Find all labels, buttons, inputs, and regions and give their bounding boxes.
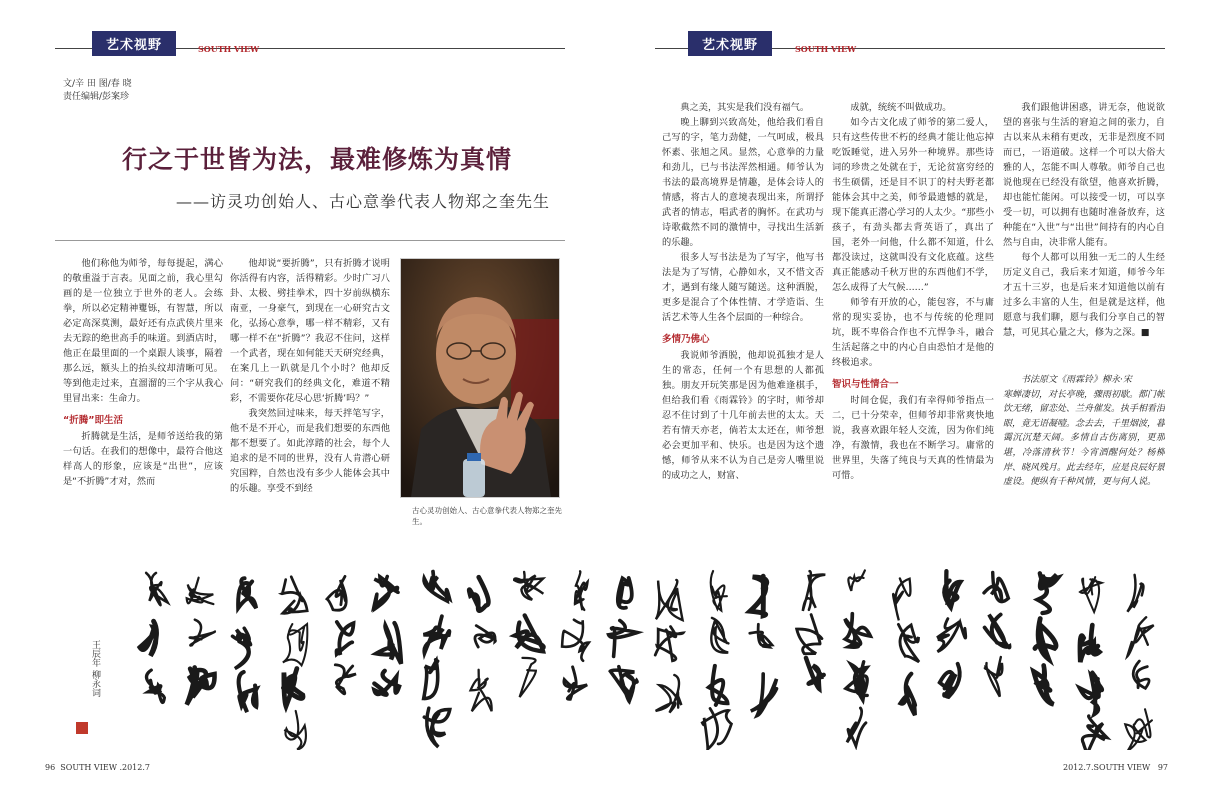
calligraphy-stroke [424, 708, 450, 747]
body-column-1 [63, 256, 223, 531]
paragraph: 如今古文化成了师爷的第二爱人，只有这些传世不朽的经典才能让他忘掉吃饭睡觉，进入另外一种境界。那些诗词的珍贵之处就在于，无论贫富穷经的书生硕儒，还是目不识丁的村夫野老都能体会其中之美，师爷最遗憾的就是，现下能真正潜心学习的人太少。“那些小孩子，有劲头都去背英语了，真出了国，老外一问他，什么都不知道，什么都没读过，这就叫没有文化底蕴。这些真正能感动千秋万世的东西他们不学，怎么成得了大气候……” [832, 117, 994, 293]
calligraphy-stroke [283, 669, 303, 707]
paragraph: 我们跟他讲困惑，讲无奈，他说欲望的喜张与生活的窘迫之间的张力，自古以来从未稍有更改，无非是烈度不同而已，一语道破。这样一个可以大俗大雅的人，怎能不叫人尊敬。师爷自己也说他现在已经没有欲望，他喜欢折腾，却也能忙能闲。可以接受一切，可以享受一切，可以拥有也随时准备放弃，这种能在“入世”与“出世”间持有的内心自然与自由，决非常人能有。 [1003, 102, 1165, 248]
calligraphy-stroke [845, 614, 870, 647]
calligraphy-stroke [609, 620, 638, 656]
paragraph: 典之美，其实是我们没有福气。 [680, 102, 810, 113]
photo-caption: 古心灵功创始人、古心意拳代表人物郑之奎先生。 [412, 506, 562, 526]
calligraphy-stroke [471, 670, 492, 712]
calligraphy-stroke [1082, 716, 1106, 750]
portrait-image [401, 259, 559, 497]
subheading: 多情乃佛心 [662, 334, 710, 345]
calligraphy-stroke [1080, 673, 1102, 715]
calligraphy-stroke [238, 578, 256, 608]
calligraphy-stroke [282, 577, 307, 614]
calligraphy-stroke [1125, 709, 1152, 750]
page-number-right: 97 [1157, 763, 1168, 772]
paragraph: 折腾就是生活，是师爷送给我的第一句话。在我们的想像中，最符合他这样高人的形象，应该是“出世”，应该是“不折腾”才对，然而 [63, 431, 223, 487]
calligraphy-stroke [944, 571, 960, 607]
calligraphy-stroke [702, 708, 731, 749]
paragraph: 时间仓促，我们有幸得师爷指点一二，已十分荣幸，但师爷却非常爽快地说，我喜欢跟年轻人交流，因为你们纯净，有激情，我也在不断学习。庸常的世界里，失落了纯良与天真的性情最为可惜。 [832, 395, 994, 481]
calligraphy-stroke [327, 576, 346, 610]
calligraphy-artwork [60, 560, 1165, 750]
calligraphy-stroke [475, 626, 495, 647]
calligraphy-stroke [520, 658, 536, 697]
calligraphy-stroke [337, 622, 354, 655]
calligraphy-stroke [146, 573, 168, 605]
calligraphy-stroke [751, 674, 777, 716]
subheading: 智识与性情合一 [832, 379, 899, 390]
section-sub-left: SOUTH VIEW [198, 44, 260, 54]
calligraphy-stroke [335, 665, 356, 694]
paragraph: 每个人都可以用独一无二的人生经历定义自己，我后来才知道，师爷今年才五十三岁，也是后来才知道他以前有过多么丰富的人生，但是就是这样，他愿意与我们聊，愿与我们分享自己的智慧，可见其心量之大，修为之深。■ [1003, 252, 1165, 338]
calligraphy-stroke [564, 667, 587, 699]
article-subtitle: ——访灵功创始人、古心意拳代表人物郑之奎先生 [175, 192, 550, 211]
poem-heading: 书法原文《雨霖铃》柳永·宋 [1021, 375, 1132, 385]
calligraphy-stroke [618, 578, 632, 608]
calligraphy-stroke [848, 570, 865, 590]
body-column-3 [662, 100, 824, 535]
calligraphy-stroke [285, 711, 306, 750]
calligraphy-stroke [898, 624, 919, 662]
calligraphy-stroke [190, 620, 215, 646]
calligraphy-stroke [514, 572, 543, 600]
body-column-5 [1003, 100, 1165, 370]
body-column-4 [832, 100, 994, 535]
calligraphy-stroke [655, 627, 683, 661]
paragraph: 晚上聊到兴致高处，他给我们看自己写的字，笔力劲健，一气呵成，极具怀素、张旭之风。显然，心意拳的力量和劲儿，已与书法浑然相通。师爷认为书法的最高境界是情趣，是体会诗人的情感，将古人的意境表现出来，所谓抒武者的情志，唱武者的胸怀。在武功与诗歌截然不同的激情中，寻找出生活新的乐趣。 [662, 117, 824, 248]
calligraphy-stroke [846, 662, 867, 701]
page-number-left: 96 [45, 763, 56, 772]
calligraphy-stroke [984, 657, 1002, 697]
calligraphy-stroke [847, 708, 866, 746]
calligraphy-stroke [575, 571, 588, 610]
paragraph: 他们称他为师爷，每每提起，满心的敬重溢于言表。见面之前，我心里勾画的是一位独立于世外的老人。会练拳，所以必定精神矍铄，有智慧，所以必定高深莫测，最好还有点武侠片里来去无踪的绝世高手的味道。到酒店时，他正在最里面的一个桌跟人谈事，隔着那么远，额头上的抬头纹却清晰可见。等到他走过来，直溜溜的三个字从我心里冒出来：生命力。 [63, 258, 223, 404]
seal-stamp [76, 722, 88, 734]
calligraphy-stroke [140, 621, 157, 656]
calligraphy-stroke [424, 660, 438, 699]
calligraphy-stroke [1038, 573, 1058, 613]
calligraphy-stroke [610, 667, 637, 702]
paragraph: 我突然回过味来，每天拌笔写字，他不是不开心，而是我们想要的东西他都不想要了。如此淳踏的社会，每个人追求的是不同的世界，没有人肯潜心研究国粹，自然也没有多少人能体会其中的乐趣。享受不到经 [230, 408, 390, 494]
title-divider [55, 240, 565, 241]
calligraphy-stroke [711, 618, 728, 653]
calligraphy-stroke [515, 615, 544, 651]
calligraphy-stroke [806, 658, 824, 689]
portrait-photo [400, 258, 560, 498]
credits-editor: 责任编辑/彭案珍 [63, 92, 130, 102]
calligraphy-stroke [803, 571, 825, 611]
calligraphy-stroke [750, 624, 772, 647]
calligraphy-stroke [1127, 617, 1153, 656]
section-tag-right: 艺术视野 [688, 31, 772, 56]
credits [63, 78, 132, 104]
subheading: “折腾”即生活 [63, 415, 123, 426]
calligraphy-stroke [239, 672, 257, 712]
calligraphy-stroke [283, 624, 308, 665]
calligraphy-stroke [656, 675, 682, 713]
paragraph: 成就，统统不叫做成功。 [850, 102, 952, 113]
calligraphy-stroke [469, 577, 488, 611]
calligraphy-stroke [1080, 625, 1100, 662]
calligraphy-stroke [1034, 665, 1054, 704]
calligraphy-stroke [424, 616, 450, 653]
calligraphy-stroke [711, 571, 727, 610]
calligraphy-stroke [146, 670, 164, 702]
calligraphy-stroke [984, 572, 1008, 601]
calligraphy-stroke [797, 615, 822, 654]
paragraph: 很多人写书法是为了写字，他写书法是为了写情，心静如水，又不惜文否才，遇到有缘人随写随送。这种洒脱，更多是混合了个体性情、才学造诣、生活艺术等人生各个层面的一种综合。 [662, 252, 824, 323]
calligraphy-stroke [374, 671, 399, 695]
poem-block [1003, 373, 1165, 538]
calligraphy-stroke [1035, 619, 1056, 659]
calligraphy-stroke [1127, 575, 1143, 612]
section-sub-right: SOUTH VIEW [795, 44, 857, 54]
article-title: 行之于世皆为法，最难修炼为真情 [121, 145, 512, 174]
calligraphy-stroke [187, 578, 214, 604]
calligraphy-stroke [377, 623, 402, 664]
poem-text: 寒蝉凄切，对长亭晚，骤雨初歇。都门帐饮无绪，留恋处、兰舟催发。执手相看泪眼，竟无语凝噎。念去去，千里烟波，暮霭沉沉楚天阔。多情自古伤离别，更那堪，冷落清秋节！今宵酒醒何处？杨柳岸、晓风残月。此去经年，应是良辰好景虚设。便纵有千种风情，更与何人说。 [1003, 389, 1165, 488]
calligraphy-stroke [900, 674, 915, 715]
paragraph: 师爷有开放的心，能包容，不与庸常的现实妥协，也不与传统的伦理同坑，既不卑俗合作也不亢悍争斗，融合生活起落之中的内心自由恐怕才是他的终极追求。 [832, 297, 994, 368]
calligraphy-stroke [937, 619, 966, 652]
calligraphy-stroke [709, 666, 728, 705]
paragraph: 我说师爷洒脱，他却说孤独才是人生的常态，任何一个有思想的人都孤独。朋友开玩笑那是因为他难逢棋手，但给我们看《雨霖铃》的字时，师爷却忍不住讨到了十几年前去世的太太。天若有情天亦老，倘若太太还在，师爷想必会更加平和、快乐。也是因为这个遗憾，师爷从来不认为自己是旁人嘴里说的成功之人，财富、 [662, 350, 824, 481]
footer-magazine-right: 2012.7.SOUTH VIEW [1063, 763, 1151, 772]
calligraphy-stroke [424, 572, 449, 601]
calligraphy-signature: 王辰年 柳永词 [90, 640, 100, 697]
calligraphy-stroke [750, 576, 767, 616]
credits-author: 文/辛 田 图/春 晓 [63, 79, 132, 89]
calligraphy-stroke [1133, 661, 1149, 688]
section-tag-left: 艺术视野 [92, 31, 176, 56]
footer-left [45, 763, 150, 772]
calligraphy-strokes [60, 560, 1165, 750]
footer-right [1063, 763, 1168, 772]
calligraphy-stroke [1080, 577, 1102, 612]
body-column-2 [230, 256, 390, 531]
calligraphy-stroke [233, 628, 251, 668]
calligraphy-stroke [187, 667, 215, 704]
calligraphy-stroke [893, 578, 910, 620]
calligraphy-stroke [656, 580, 683, 620]
paragraph: 他却说“要折腾”，只有折腾才说明你活得有内容，活得精彩。少时广习八卦、太极、劈挂拳术，四十岁前纵横东南亚，一身豪气，到现在一心研究古文化，弘扬心意拳，哪一样不精彩，又有哪一样不在“折腾”？我忍不住问，这样一个武者，现在如何能天天研究经典，在案几上一趴就是几个小时？他却反问：“研究我们的经典文化，难道不精彩，不需要你花尽心思‘折腾’吗？” [230, 258, 390, 404]
calligraphy-stroke [940, 664, 960, 697]
calligraphy-stroke [562, 620, 589, 661]
calligraphy-stroke [374, 576, 398, 609]
footer-magazine-left: SOUTH VIEW .2012.7 [60, 763, 150, 772]
calligraphy-stroke [985, 615, 1010, 648]
